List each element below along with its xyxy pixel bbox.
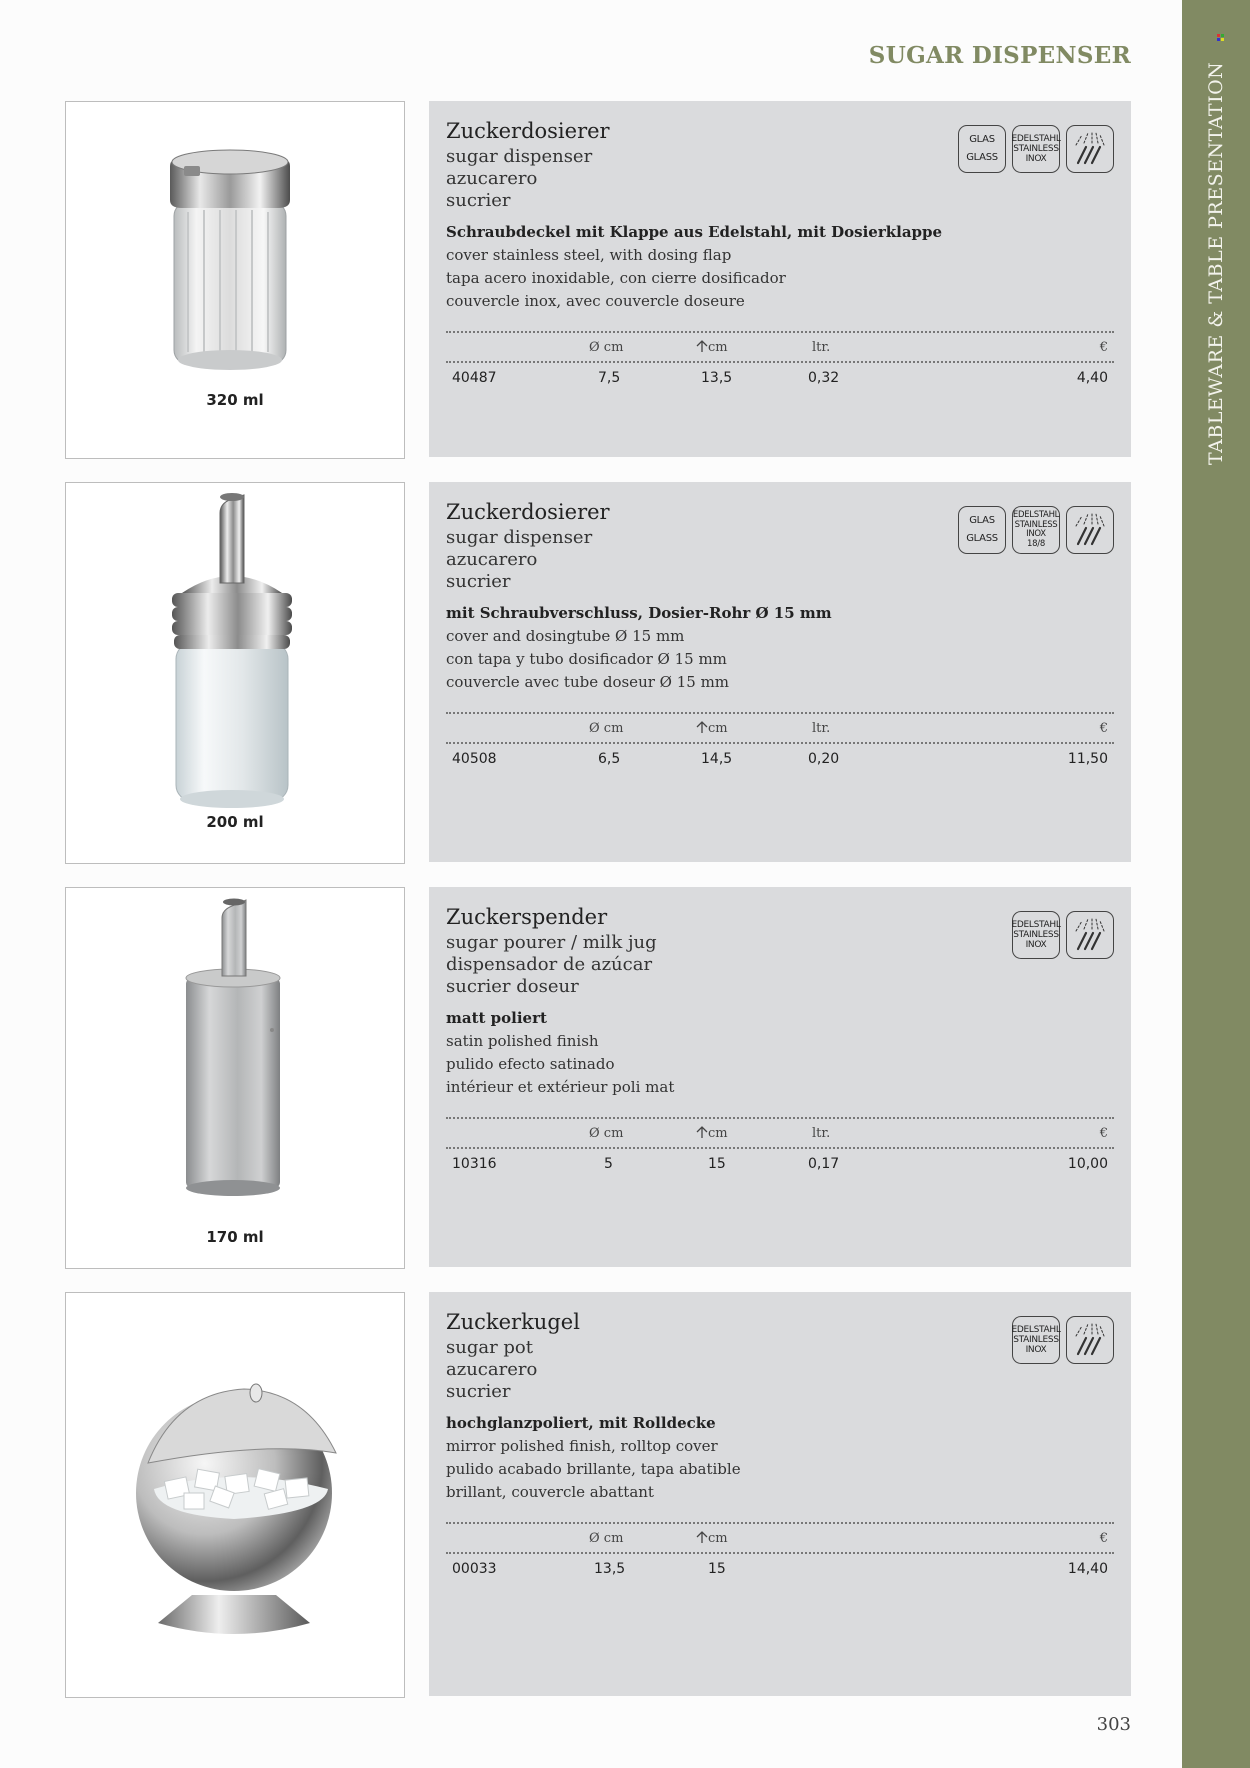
- desc-en: cover and dosingtube Ø 15 mm: [446, 627, 685, 645]
- name-es: azucarero: [446, 168, 538, 189]
- badge-line: INOX: [1025, 940, 1047, 950]
- badge-line: STAINLESS: [1013, 144, 1059, 154]
- price-value: 10,00: [1067, 1156, 1108, 1172]
- product-image-box: [65, 1292, 405, 1698]
- desc-de: hochglanzpoliert, mit Rolldecke: [446, 1414, 716, 1432]
- product-description: [446, 221, 942, 313]
- material-badges: [958, 506, 1114, 554]
- col-height-label: cm: [708, 721, 728, 736]
- table-row: [446, 1554, 1114, 1584]
- desc-es: pulido efecto satinado: [446, 1055, 615, 1073]
- height-value: 15: [708, 1561, 726, 1577]
- col-diameter: Ø cm: [589, 1126, 624, 1141]
- article-number: 00033: [452, 1561, 497, 1577]
- product-panel: [429, 101, 1131, 457]
- name-fr: sucrier: [446, 190, 511, 211]
- name-fr: sucrier: [446, 1381, 511, 1402]
- volume-value: 0,17: [808, 1156, 840, 1172]
- badge-line: GLAS: [969, 515, 995, 526]
- col-height: [696, 340, 728, 355]
- height-arrow-icon: [696, 721, 708, 733]
- badge-line: EDELSTAHL: [1011, 134, 1061, 144]
- sugar-pot-image: [66, 1293, 404, 1697]
- volume-value: 0,32: [808, 370, 840, 386]
- col-volume: ltr.: [812, 340, 831, 355]
- product-title: Zuckerdosierer: [446, 119, 610, 143]
- product-description: [446, 1007, 674, 1099]
- product-names: [446, 932, 657, 998]
- product-panel: [429, 887, 1131, 1267]
- col-diameter: Ø cm: [589, 1531, 624, 1546]
- article-number: 40508: [452, 751, 497, 767]
- dishwasher-icon: [1066, 125, 1114, 173]
- volume-value: 0,20: [808, 751, 840, 767]
- height-value: 15: [708, 1156, 726, 1172]
- name-es: azucarero: [446, 549, 538, 570]
- diameter-value: 13,5: [594, 1561, 626, 1577]
- tube-sugar-dispenser-image: [66, 483, 404, 863]
- desc-fr: couvercle inox, avec couvercle doseure: [446, 292, 745, 310]
- desc-en: mirror polished finish, rolltop cover: [446, 1437, 718, 1455]
- product-names: [446, 527, 592, 593]
- size-label: 170 ml: [206, 1228, 264, 1246]
- product-title: Zuckerspender: [446, 905, 608, 929]
- badge-line: GLASS: [966, 152, 998, 163]
- desc-en: satin polished finish: [446, 1032, 599, 1050]
- price-value: 11,50: [1067, 751, 1108, 767]
- dishwasher-icon: [1066, 911, 1114, 959]
- name-fr: sucrier doseur: [446, 976, 579, 997]
- desc-es: con tapa y tubo dosificador Ø 15 mm: [446, 650, 727, 668]
- page-number: 303: [1096, 1714, 1131, 1735]
- badge-line: EDELSTAHL: [1012, 510, 1060, 520]
- height-arrow-icon: [696, 1126, 708, 1138]
- product-image-box: [65, 482, 405, 864]
- price-table: [446, 331, 1114, 393]
- badge-line: EDELSTAHL: [1011, 1325, 1061, 1335]
- product-image-box: [65, 101, 405, 459]
- price-value: 14,40: [1067, 1561, 1108, 1577]
- height-arrow-icon: [696, 1531, 708, 1543]
- badge-line: INOX: [1025, 154, 1047, 164]
- material-badges: [1012, 1316, 1114, 1364]
- price-table: [446, 1117, 1114, 1179]
- sugar-pourer-image: [66, 888, 404, 1268]
- product-title: Zuckerkugel: [446, 1310, 580, 1334]
- table-header: [446, 1524, 1114, 1552]
- height-value: 13,5: [701, 370, 733, 386]
- dishwasher-icon: [1066, 506, 1114, 554]
- badge-line: EDELSTAHL: [1011, 920, 1061, 930]
- table-row: [446, 744, 1114, 774]
- col-height: [696, 1531, 728, 1546]
- name-en: sugar dispenser: [446, 146, 593, 167]
- price-table: [446, 712, 1114, 774]
- price-table: [446, 1522, 1114, 1584]
- col-diameter: Ø cm: [589, 340, 624, 355]
- badge-line: INOX: [1026, 529, 1046, 539]
- badge-line: STAINLESS: [1013, 1335, 1059, 1345]
- col-diameter: Ø cm: [589, 721, 624, 736]
- article-number: 10316: [452, 1156, 497, 1172]
- badge-line: GLASS: [966, 533, 998, 544]
- desc-de: matt poliert: [446, 1009, 547, 1027]
- diameter-value: 6,5: [598, 751, 621, 767]
- dishwasher-icon: [1066, 1316, 1114, 1364]
- material-badges: [1012, 911, 1114, 959]
- badge-line: STAINLESS: [1014, 519, 1058, 530]
- table-header: [446, 1119, 1114, 1147]
- desc-es: tapa acero inoxidable, con cierre dosificador: [446, 269, 786, 287]
- material-badges: [958, 125, 1114, 173]
- height-arrow-icon: [696, 340, 708, 352]
- height-value: 14,5: [701, 751, 733, 767]
- stainless-badge: [1012, 911, 1060, 959]
- glass-badge: [958, 125, 1006, 173]
- stainless-badge: [1012, 506, 1060, 554]
- badge-line: INOX: [1025, 1345, 1047, 1355]
- product-names: [446, 1337, 537, 1403]
- col-volume: ltr.: [812, 721, 831, 736]
- desc-fr: brillant, couvercle abattant: [446, 1483, 654, 1501]
- col-height-label: cm: [708, 1126, 728, 1141]
- stainless-badge: [1012, 125, 1060, 173]
- size-label: 320 ml: [206, 391, 264, 409]
- product-title: Zuckerdosierer: [446, 500, 610, 524]
- product-names: [446, 146, 592, 212]
- col-height-label: cm: [708, 1531, 728, 1546]
- desc-de: mit Schraubverschluss, Dosier-Rohr Ø 15 mm: [446, 604, 832, 622]
- diameter-value: 5: [604, 1156, 613, 1172]
- col-price: €: [1099, 1531, 1108, 1546]
- badge-line: GLAS: [969, 134, 995, 145]
- page-title: SUGAR DISPENSER: [868, 42, 1131, 69]
- product-panel: [429, 1292, 1131, 1696]
- name-en: sugar dispenser: [446, 527, 593, 548]
- color-marks-icon: [1217, 34, 1225, 42]
- glass-badge: [958, 506, 1006, 554]
- desc-fr: intérieur et extérieur poli mat: [446, 1078, 675, 1096]
- name-en: sugar pourer / milk jug: [446, 932, 657, 953]
- badge-line: STAINLESS: [1013, 930, 1059, 940]
- desc-de: Schraubdeckel mit Klappe aus Edelstahl, mit Dosierklappe: [446, 223, 943, 241]
- product-panel: [429, 482, 1131, 862]
- product-image-box: [65, 887, 405, 1269]
- col-height-label: cm: [708, 340, 728, 355]
- desc-fr: couvercle avec tube doseur Ø 15 mm: [446, 673, 730, 691]
- name-es: azucarero: [446, 1359, 538, 1380]
- col-height: [696, 721, 728, 736]
- col-price: €: [1099, 721, 1108, 736]
- article-number: 40487: [452, 370, 497, 386]
- col-height: [696, 1126, 728, 1141]
- col-price: €: [1099, 340, 1108, 355]
- desc-en: cover stainless steel, with dosing flap: [446, 246, 732, 264]
- name-es: dispensador de azúcar: [446, 954, 653, 975]
- table-row: [446, 1149, 1114, 1179]
- badge-line: 18/8: [1027, 538, 1045, 549]
- table-header: [446, 333, 1114, 361]
- table-row: [446, 363, 1114, 393]
- product-description: [446, 1412, 741, 1504]
- name-fr: sucrier: [446, 571, 511, 592]
- col-price: €: [1099, 1126, 1108, 1141]
- size-label: 200 ml: [206, 813, 264, 831]
- desc-es: pulido acabado brillante, tapa abatible: [446, 1460, 741, 1478]
- diameter-value: 7,5: [598, 370, 621, 386]
- col-volume: ltr.: [812, 1126, 831, 1141]
- name-en: sugar pot: [446, 1337, 534, 1358]
- stainless-badge: [1012, 1316, 1060, 1364]
- product-description: [446, 602, 832, 694]
- table-header: [446, 714, 1114, 742]
- price-value: 4,40: [1076, 370, 1108, 386]
